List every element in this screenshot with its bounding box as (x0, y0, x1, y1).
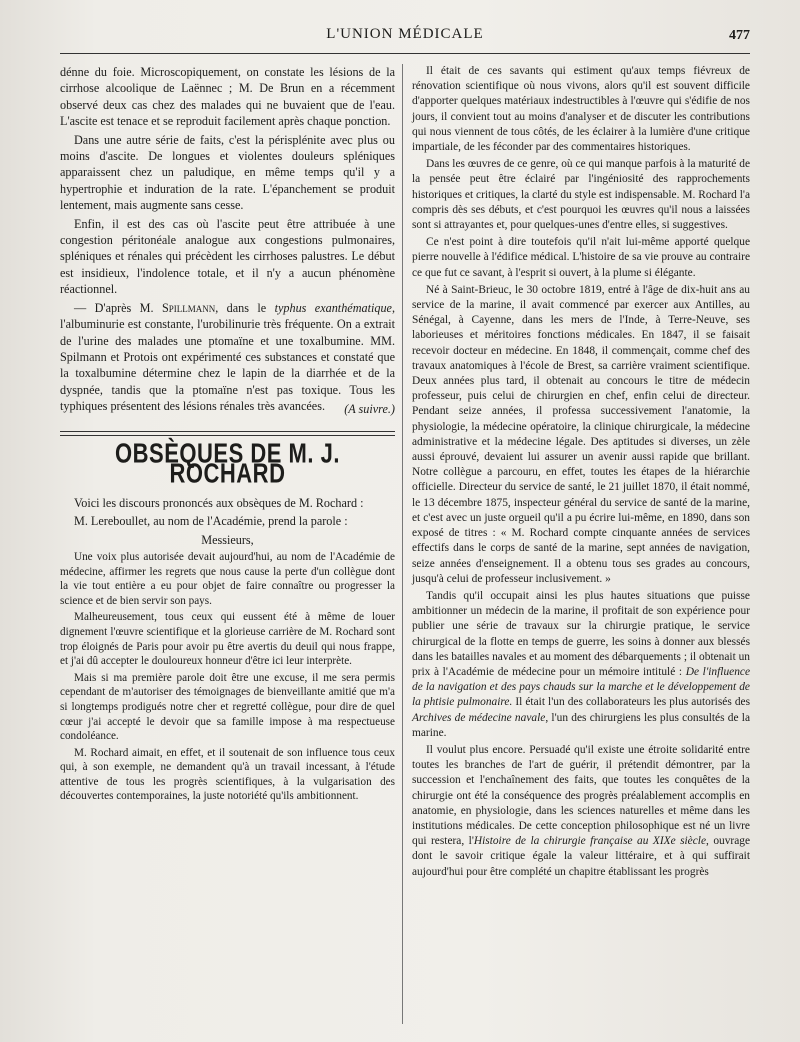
salutation: Messieurs, (201, 532, 254, 547)
text-span: — D'après M. (74, 300, 154, 315)
spillmann-paragraph (60, 300, 395, 415)
page-number: 477 (729, 28, 750, 43)
speech-paragraph: Malheureusement, tous ceux qui eussent été à même de louer dignement l'œuvre scientifique et la glorieuse carrière de M. Rochard sont trop éloignés de Paris pour avoir pu être avertis du deuil qui nous frappe, et j'ai dû accepter le douloureux honneur d'être ici leur interprète. (60, 611, 395, 668)
italic-title: De l'influence de la navigation et des pays chauds sur la marche et le développement de la phtisie pulmonaire. (412, 665, 750, 709)
column-divider (402, 64, 403, 1024)
text-span: , ouvrage dont le savoir critique égale la valeur littéraire, et à qui suffirait aujourd'hui pour être complété un chapitre établissant les progrès (412, 835, 750, 878)
paragraph: Né à Saint-Brieuc, le 30 octobre 1819, entré à l'âge de dix-huit ans au service de la marine, il avait commencé par exercer aux Antilles, au Sénégal, à Cayenne, dans les mers de l'Inde, à Terre-Neuve, ses laborieuses et méritoires fonctions médicales. En 1847, il se faisait recevoir docteur en médecine. En 1848, il commençait, comme chef des travaux anatomiques à l'école de Brest, sa carrière vraiment scientifique. Deux années plus tard, il obtenait au concours le titre de médecin professeur, puis celui de chirurgien en chef, enfin celui de directeur. Pendant seize années, il professa successivement l'anatomie, la physiologie, la médecine opératoire, la clinique chirurgicale, la médecine administrative et la médecine légale. Des aptitudes si diverses, un zèle aussi éprouvé, devaient lui assurer un avenir aussi rapide que brillant. Notre collègue a parcouru, en effet, toutes les étapes de la hiérarchie officielle. Directeur du service de santé, le 21 juillet 1870, il était nommé, le 13 décembre 1875, inspecteur général du service de santé de la marine, et c'est avec un juste orgueil qu'il a pu écrire lui-même, en 1890, dans son exposé de titres : « M. Rochard compte cinquante années de services effectifs dans le corps de santé de la marine, sept années de navigation, seize années d'enseignement. Il a obtenu tous ses grades au concours, jusqu'à celui de professeur inclusivement. » (412, 283, 750, 585)
text-span: Il voulut plus encore. Persuadé qu'il existe une étroite solidarité entre toutes les branches de l'art de guérir, il prétendit démontrer, par la succession et l'enchaînement des faits, que toutes les conquêtes de la chirurgie ont été la conséquence des progrès préalablement accomplis en anatomie, en physiologie, dans les sciences naturelles et même dans les institutions médicales. De cette conception philosophique est né un livre qui restera, l' (412, 743, 750, 848)
paragraph (412, 743, 750, 880)
text-span: , l'albuminurie est constante, l'urobilinurie très fréquente. On a extrait de l'urine des malades une ptomaïne et une toxalbumine. MM. Spilmann et Protois ont expérimenté ces substances et constaté que la toxalbumine détermine chez le lapin de la diarrhée et de la dyspnée, tandis que la ptomaïne n'est pas toxique. Tous les typhiques présentent des lésions rénales très avancées. (60, 300, 396, 414)
paragraph (412, 589, 750, 741)
text-span: Tandis qu'il occupait ainsi les plus hautes situations que puisse ambitionner un médecin de la marine, il profitait de son expérience pour publier une série de travaux sur la chirurgie pratique, le service chirurgical de la flotte en temps de guerre, les soins à donner aux blessés dans les batailles navales et au moment des débarquements ; il obtenait un prix à l'Académie de médecine pour un mémoire intitulé : (412, 589, 750, 678)
paragraph: Enfin, il est des cas où l'ascite peut être attribuée à une congestion péritonéale analogue aux congestions pulmonaires, spléniques et rénales qui précèdent les cirrhoses palustres. Le début est insidieux, l'indolence totale, et il n'y a aucun phénomène réactionnel. (60, 216, 395, 297)
italic-title: Histoire de la chirurgie française au XIXe siècle (473, 835, 707, 848)
paragraph: dénne du foie. Microscopiquement, on constate les lésions de la cirrhose alcoolique de Laënnec ; M. De Brun en a récemment observé deux cas chez des malades qui ne buvaient que de l'eau. L'ascite est tenace et se reproduit facilement après chaque ponction. (60, 65, 395, 129)
header-rule (60, 53, 750, 54)
paragraph: Ce n'est point à dire toutefois qu'il n'ait lui-même apporté quelque pierre nouvelle à l'édifice médical. L'histoire de sa vie prouve au contraire ce que fut ce savant, à l'esprit si ouvert, à la plume si élégante. (412, 236, 750, 279)
paragraph: Il était de ces savants qui estiment qu'aux temps fiévreux de rénovation scientifique où nous vivons, alors qu'il est souvent difficile d'apporter quelques matériaux indestructibles à l'œuvre qui s'édifie de nos jours, il convient tout au moins d'analyser et de discuter les contributions qui nous viennent de tous côtés, de les éclairer à la lumière d'une critique impartiale, de les féconder par des commentaires historiques. (412, 65, 750, 154)
text-span: , dans le (215, 300, 267, 315)
author-name: Spillmann (161, 300, 216, 315)
intro-paragraph: Voici les discours prononcés aux obsèques de M. Rochard : (74, 495, 364, 510)
page-header (60, 26, 750, 52)
left-column (60, 64, 395, 806)
section-title: OBSÈQUES DE M. J. ROCHARD (115, 437, 340, 490)
speech-paragraph: Mais si ma première parole doit être une excuse, il me sera permis cependant de m'autoriser des témoignages de bienveillante amitié que m'a si longtemps prodigués notre cher et regretté collègue, pour dire de quel cœur j'ai accepté le devoir que sa famille impose à ma respectueuse condoléance. (60, 671, 395, 743)
text-span: , l'un des chirurgiens les plus consultés de la marine. (412, 711, 751, 739)
speech-paragraph: Une voix plus autorisée devait aujourd'hui, au nom de l'Académie de médecine, affirmer les regrets que nous cause la perte d'un collègue dont la vie tout entière a eu pour objet de faire connaître ou progresser la science et de bien servir son pays. (60, 550, 395, 607)
speaker-paragraph: M. Lereboullet, au nom de l'Académie, prend la parole : (74, 514, 348, 529)
speech-paragraph: M. Rochard aimait, en effet, et il soutenait de son influence tous ceux qui, à son exemple, ne demandent qu'à un travail incessant, à l'étude attentive de tous les progrès scientifiques, à la vulgarisation des découvertes contemporaines, la juste notoriété qu'ils ambitionnent. (60, 746, 395, 803)
text-span: Il était l'un des collaborateurs les plus autorisés des (515, 696, 750, 709)
running-title: L'UNION MÉDICALE (326, 26, 484, 42)
right-column (412, 64, 750, 882)
paragraph: Dans une autre série de faits, c'est la périsplénite avec plus ou moins d'ascite. De longues et violentes douleurs spléniques apparaissent chez un paludique, en même temps qu'il y a hypertrophie et induration de la rate. L'épanchement se produit lentement, mais augmente sans cesse. (60, 132, 395, 213)
paragraph: Dans les œuvres de ce genre, où ce qui manque parfois à la maturité de la pensée peut être éclairé par l'ingéniosité des rapprochements historiques et critiques, la clarté du style est indispensable. M. Rochard l'a compris dès ses débuts, et c'est pourquoi les œuvres qu'il nous a laissées sont si attrayantes et, pour quelques-unes d'entre elles, si suggestives. (412, 158, 750, 232)
speech (60, 550, 395, 804)
italic-title: Archives de médecine navale (412, 711, 546, 724)
a-suivre: (A suivre.) (344, 401, 395, 416)
section-rule (60, 431, 395, 436)
italic-term: typhus exanthématique (274, 300, 392, 315)
